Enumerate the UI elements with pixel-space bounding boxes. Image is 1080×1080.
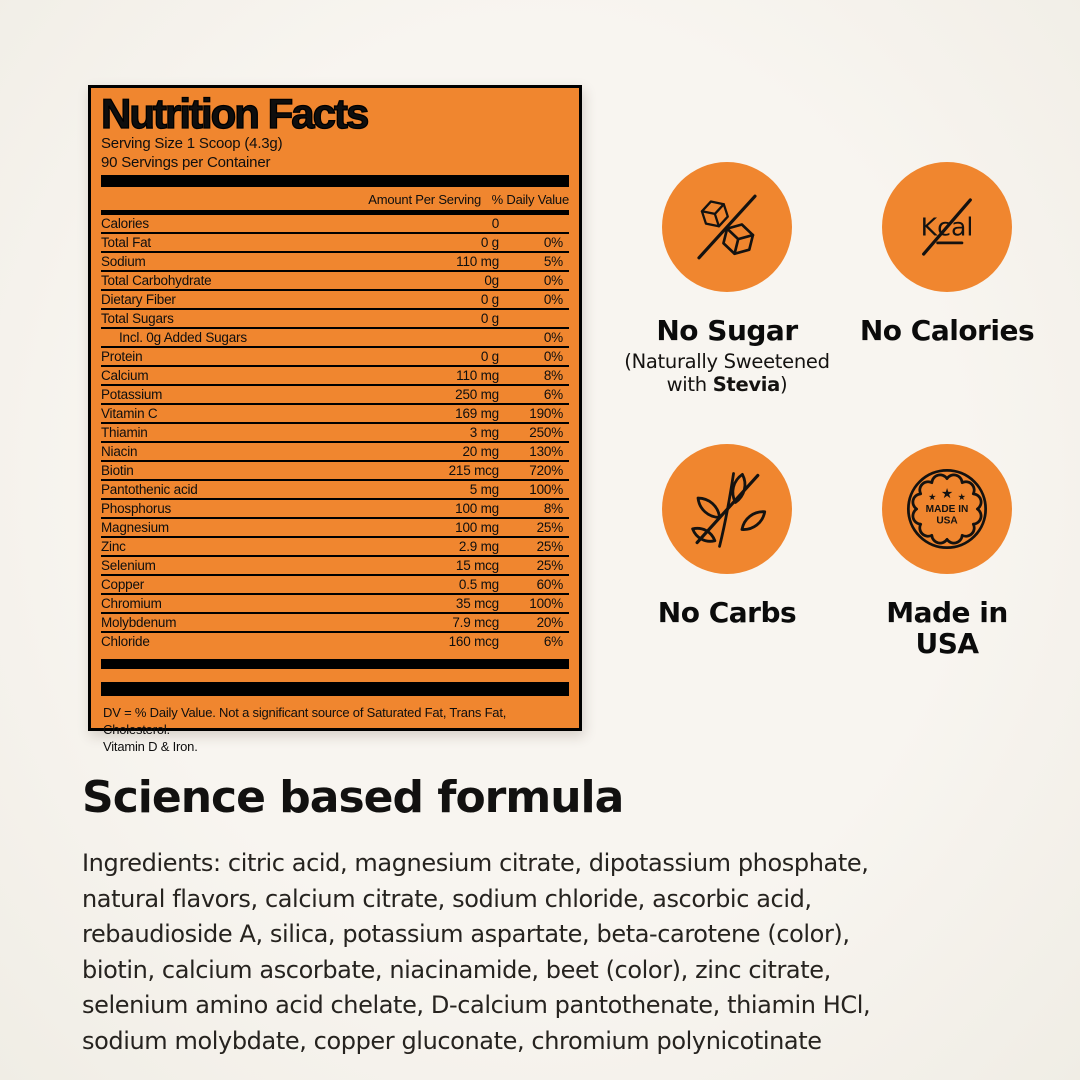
nutrient-daily-value: 130% [529,444,563,459]
label-divider-bar [101,682,569,696]
nutrition-row [101,270,569,289]
nutrition-row [101,422,569,441]
nutrient-name: Total Fat [101,235,151,250]
nutrition-row [101,555,569,574]
nutrient-name: Thiamin [101,425,148,440]
science-based-formula-heading: Science based formula [82,772,624,823]
nutrient-amount: 100 mg [455,520,499,535]
kcal-text: Kcal [920,212,974,242]
badge-no-sugar [607,162,847,396]
nutrition-row [101,517,569,536]
nutrition-row [101,441,569,460]
nutrient-amount: 100 mg [455,501,499,516]
nutrient-amount: 0 g [480,292,499,307]
nutrient-daily-value [507,216,563,231]
nutrition-row [101,612,569,631]
nutrition-row [101,574,569,593]
label-divider-bar [101,659,569,669]
nutrition-row [101,479,569,498]
nutrition-row [101,232,569,251]
nutrient-amount [367,330,507,345]
nutrient-name: Vitamin C [101,406,158,421]
nutrition-row [101,308,569,327]
nutrient-amount: 20 mg [462,444,499,459]
nutrient-name: Calcium [101,368,149,383]
nutrient-name: Selenium [101,558,156,573]
no-calories-circle [882,162,1012,292]
amount-per-serving-header: Amount Per Serving [368,192,481,207]
nutrient-name: Dietary Fiber [101,292,176,307]
nutrient-daily-value: 0% [543,330,563,345]
nutrient-amount: 0 g [480,311,499,326]
nutrient-amount: 0 g [480,235,499,250]
nutrition-row [101,327,569,346]
nutrient-amount: 110 mg [456,368,499,383]
nutrient-name: Chromium [101,596,162,611]
no-sugar-subtitle [624,350,829,396]
nutrient-name: Total Carbohydrate [101,273,212,288]
nutrient-daily-value: 100% [529,482,563,497]
seal-usa-text: USA [936,515,958,527]
nutrient-name: Niacin [101,444,138,459]
nutrient-daily-value: 0% [543,349,563,364]
no-calories-label: No Calories [859,314,1035,347]
nutrition-facts-title: Nutrition Facts [101,90,368,137]
nutrient-name: Molybdenum [101,615,177,630]
label-divider-bar [101,175,569,187]
nutrient-daily-value: 190% [529,406,563,421]
no-carbs-label: No Carbs [657,596,797,629]
subtitle-close-paren: ) [780,373,788,396]
nutrient-daily-value: 720% [529,463,563,478]
nutrition-facts-label [88,85,582,754]
daily-value-footnote [101,704,569,755]
footnote-line-2: Vitamin D & Iron. [103,739,198,754]
nutrient-amount: 0 g [480,349,499,364]
nutrient-amount: 160 mcg [448,634,499,649]
nutrient-daily-value: 5% [543,254,563,269]
nutrient-daily-value: 6% [543,387,563,402]
nutrient-name: Phosphorus [101,501,172,516]
nutrient-daily-value: 20% [536,615,563,630]
nutrient-name: Incl. 0g Added Sugars [119,330,247,345]
nutrient-amount: 35 mcg [455,596,499,611]
no-sugar-label: No Sugar [656,314,798,347]
nutrition-row [101,384,569,403]
nutrition-row [101,403,569,422]
made-in-usa-circle [882,444,1012,574]
nutrient-amount: 0.5 mg [458,577,499,592]
seal-made-in-text: MADE IN [925,503,969,515]
serving-size-text: Serving Size 1 Scoop (4.3g) [101,135,283,152]
nutrient-daily-value: 8% [543,368,563,383]
daily-value-header: % Daily Value [491,192,569,207]
badge-no-carbs [607,444,847,628]
nutrient-daily-value: 25% [536,558,563,573]
nutrient-name: Magnesium [101,520,169,535]
nutrient-name: Protein [101,349,143,364]
no-carbs-circle [662,444,792,574]
seal-star-center: ★ [940,485,954,502]
nutrition-row [101,536,569,555]
nutrient-daily-value: 6% [543,634,563,649]
nutrient-amount: 15 mcg [455,558,499,573]
nutrient-daily-value: 250% [529,425,563,440]
nutrient-daily-value [507,311,563,326]
nutrition-row [101,251,569,270]
nutrition-rows [101,215,569,650]
nutrient-name: Total Sugars [101,311,174,326]
nutrient-amount: 7.9 mcg [452,615,499,630]
subtitle-line-1: (Naturally Sweetened [624,350,830,373]
nutrient-name: Pantothenic acid [101,482,198,497]
kcal-crossed-icon [905,185,989,269]
nutrient-name: Zinc [101,539,126,554]
nutrient-amount: 250 mg [455,387,499,402]
nutrition-row [101,289,569,308]
nutrient-daily-value: 0% [543,273,563,288]
made-in-usa-label: Made in USA [886,596,1008,660]
nutrient-amount: 0 [491,216,499,231]
nutrient-daily-value: 25% [536,539,563,554]
badge-made-in-usa [827,444,1067,659]
nutrient-name: Biotin [101,463,134,478]
nutrient-name: Sodium [101,254,146,269]
nutrition-row [101,215,569,232]
nutrient-amount: 0g [484,273,499,288]
nutrient-daily-value: 100% [529,596,563,611]
nutrition-row [101,593,569,612]
badge-no-calories [827,162,1067,346]
nutrient-amount: 215 mcg [448,463,499,478]
nutrition-row [101,631,569,650]
no-sugar-circle [662,162,792,292]
stevia-bold-text: Stevia [712,373,781,396]
seal-star-right: ★ [957,491,966,503]
nutrient-daily-value: 60% [536,577,563,592]
nutrition-row [101,498,569,517]
nutrient-daily-value: 8% [543,501,563,516]
nutrient-name: Copper [101,577,145,592]
nutrient-amount: 110 mg [456,254,499,269]
made-in-usa-seal-icon [901,463,993,555]
subtitle-line-2: with [666,373,713,396]
sugar-cubes-crossed-icon [685,185,769,269]
nutrient-daily-value: 0% [543,235,563,250]
nutrient-amount: 5 mg [469,482,499,497]
nutrition-row [101,365,569,384]
nutrient-name: Calories [101,216,149,231]
nutrient-name: Chloride [101,634,150,649]
seal-star-left: ★ [928,491,937,503]
nutrition-row [101,460,569,479]
ingredients-paragraph: Ingredients: citric acid, magnesium citrate, dipotassium phosphate, natural flavors, calcium citrate, sodium chloride, ascorbic acid, rebaudioside A, silica, potassium aspartate, beta-carotene (color), biotin, calcium ascorbate, niacinamide, beet (color), zinc citrate, selenium amino acid chelate, D-calcium pantothenate, thiamin HCl, sodium molybdate, copper gluconate, chromium polynicotinate [82,849,871,1055]
footnote-line-1: DV = % Daily Value. Not a significant source of Saturated Fat, Trans Fat, Cholesterol. [103,705,507,737]
wheat-crossed-icon [685,467,769,551]
nutrient-name: Potassium [101,387,163,402]
nutrition-column-headers [101,187,569,210]
nutrition-row [101,346,569,365]
nutrient-amount: 3 mg [469,425,499,440]
nutrient-amount: 2.9 mg [458,539,499,554]
servings-per-container-text: 90 Servings per Container [101,154,271,171]
nutrient-amount: 169 mg [455,406,499,421]
nutrient-daily-value: 25% [536,520,563,535]
nutrient-daily-value: 0% [543,292,563,307]
